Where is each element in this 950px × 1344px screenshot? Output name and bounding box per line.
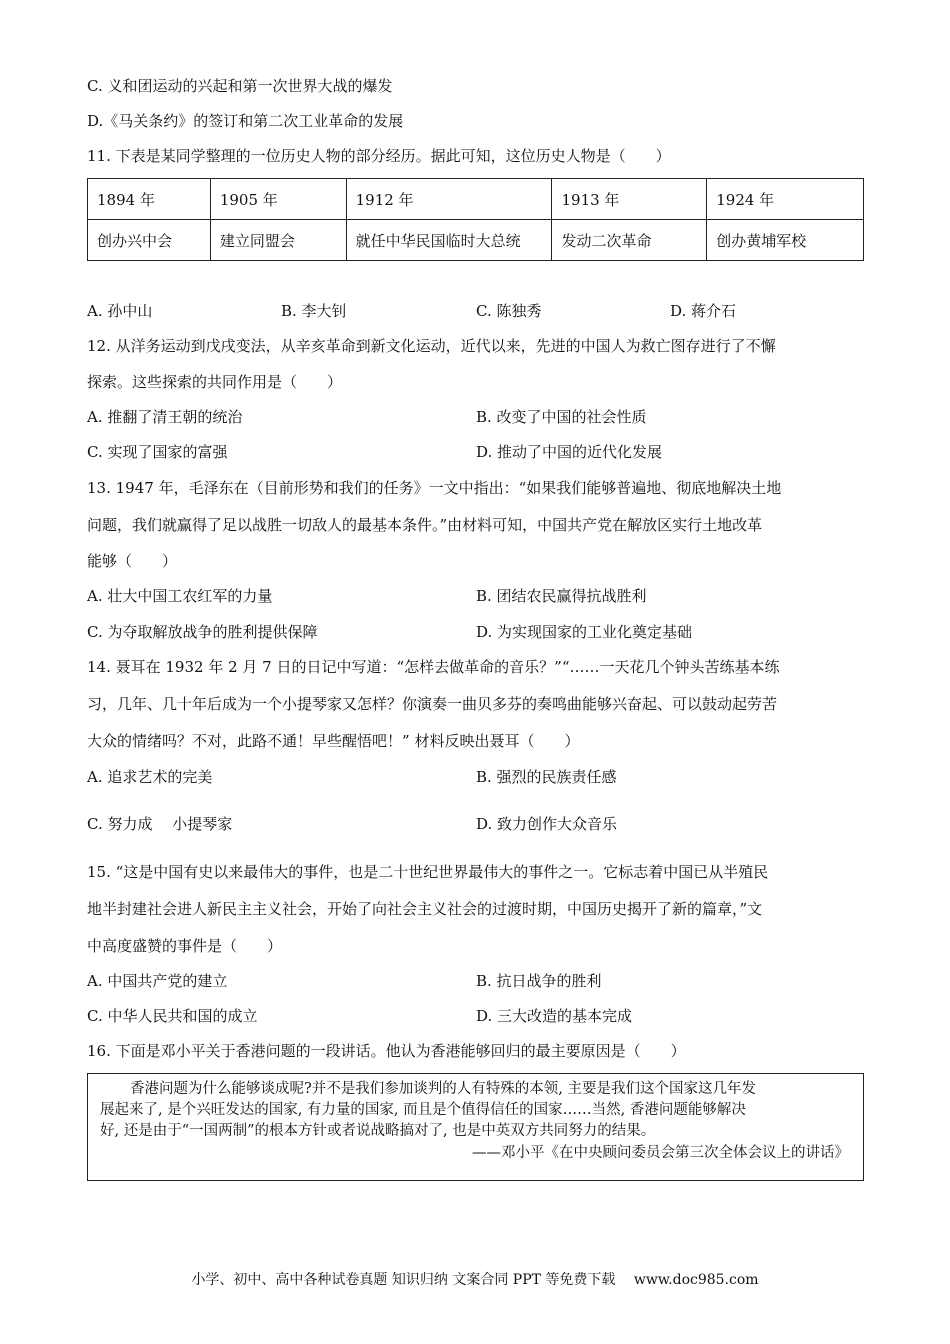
q12-option-a: A. 推翻了清王朝的统治 (87, 408, 243, 426)
q10-option-d: D.《马关条约》的签订和第二次工业革命的发展 (87, 112, 404, 130)
table-cell: 1905 年 (210, 179, 346, 220)
table-cell: 创办黄埔军校 (707, 220, 864, 261)
q12-option-b: B. 改变了中国的社会性质 (476, 408, 647, 426)
table-cell: 发动二次革命 (552, 220, 707, 261)
q11-option-d: D. 蒋介石 (670, 302, 737, 320)
table-row (88, 220, 864, 261)
q15-stem-line2: 地半封建社会进人新民主主义社会，开始了向社会主义社会的过渡时期，中国历史揭开了新的篇章，”文 (87, 900, 763, 918)
q10-option-c: C. 义和团运动的兴起和第一次世界大战的爆发 (87, 77, 393, 95)
q13-option-c: C. 为夺取解放战争的胜利提供保障 (87, 623, 318, 641)
q14-option-c: C. 努力成 小提琴家 (87, 815, 233, 833)
q13-option-d: D. 为实现国家的工业化奠定基础 (476, 623, 693, 641)
page-footer: 小学、初中、高中各种试卷真题 知识归纳 文案合同 PPT 等免费下载 www.doc985.com (191, 1272, 759, 1288)
q13-stem-line1: 13. 1947 年，毛泽东在（目前形势和我们的任务》一文中指出：“如果我们能够普遍地、彻底地解决土地 (87, 479, 782, 497)
q15-option-b: B. 抗日战争的胜利 (476, 972, 602, 990)
q13-stem-line3: 能够（ ） (87, 552, 178, 570)
q11-option-a: A. 孙中山 (87, 302, 153, 320)
q16-quote-box (87, 1073, 864, 1181)
quote-line: 好, 还是由于“一国两制”的根本方针或者说战略搞对了, 也是中英双方共同努力的结果。 (100, 1123, 656, 1139)
q14-stem-line1: 14. 聂耳在 1932 年 2 月 7 日的日记中写道：“怎样去做革命的音乐？”“……一天花几个钟头苦练基本练 (87, 658, 780, 676)
q12-stem-line1: 12. 从洋务运动到戊戌变法，从辛亥革命到新文化运动，近代以来，先进的中国人为救亡图存进行了不懈 (87, 337, 776, 355)
table-cell: 创办兴中会 (88, 220, 211, 261)
table-cell: 1924 年 (707, 179, 864, 220)
q15-stem-line1: 15. “这是中国有史以来最伟大的事件，也是二十世纪世界最伟大的事件之一。它标志着中国已从半殖民 (87, 863, 769, 881)
quote-line: 香港问题为什么能够谈成呢?并不是我们参加谈判的人有特殊的本领, 主要是我们这个国家这几年发 (130, 1081, 756, 1097)
q15-stem-line3: 中高度盛赞的事件是（ ） (87, 937, 283, 955)
quote-line: 展起来了, 是个兴旺发达的国家, 有力量的国家, 而且是个值得信任的国家……当然, 香港问题能够解决 (100, 1102, 746, 1118)
table-cell: 就任中华民国临时大总统 (346, 220, 552, 261)
q11-option-c: C. 陈独秀 (476, 302, 542, 320)
q13-option-b: B. 团结农民赢得抗战胜利 (476, 587, 647, 605)
q11-table (87, 178, 864, 261)
q11-stem: 11. 下表是某同学整理的一位历史人物的部分经历。据此可知，这位历史人物是（ ） (87, 147, 671, 165)
table-cell: 1894 年 (88, 179, 211, 220)
q13-option-a: A. 壮大中国工农红军的力量 (87, 587, 273, 605)
q12-option-d: D. 推动了中国的近代化发展 (476, 443, 663, 461)
q14-option-b: B. 强烈的民族责任感 (476, 768, 617, 786)
q15-option-c: C. 中华人民共和国的成立 (87, 1007, 258, 1025)
q15-option-d: D. 三大改造的基本完成 (476, 1007, 633, 1025)
table-cell: 建立同盟会 (210, 220, 346, 261)
table-row (88, 179, 864, 220)
q12-option-c: C. 实现了国家的富强 (87, 443, 228, 461)
q14-stem-line2: 习，几年、几十年后成为一个小提琴家又怎样？你演奏一曲贝多芬的奏鸣曲能够兴奋起、可以鼓动起劳苦 (87, 695, 778, 713)
table-cell: 1913 年 (552, 179, 707, 220)
q14-option-a: A. 追求艺术的完美 (87, 768, 213, 786)
q15-option-a: A. 中国共产党的建立 (87, 972, 228, 990)
q13-stem-line2: 问题，我们就赢得了足以战胜一切敌人的最基本条件。”由材料可知，中国共产党在解放区实行土地改革 (87, 516, 763, 534)
q11-option-b: B. 李大钊 (281, 302, 347, 320)
q16-stem: 16. 下面是邓小平关于香港问题的一段讲话。他认为香港能够回归的最主要原因是（ ） (87, 1042, 686, 1060)
q14-option-d: D. 致力创作大众音乐 (476, 815, 618, 833)
table-cell: 1912 年 (346, 179, 552, 220)
q12-stem-line2: 探索。这些探索的共同作用是（ ） (87, 373, 343, 391)
quote-source: ——邓小平《在中央顾问委员会第三次全体会议上的讲话》 (472, 1145, 849, 1161)
q14-stem-line3: 大众的情绪吗？不对，此路不通！早些醒悟吧！” 材料反映出聂耳（ ） (87, 732, 580, 750)
